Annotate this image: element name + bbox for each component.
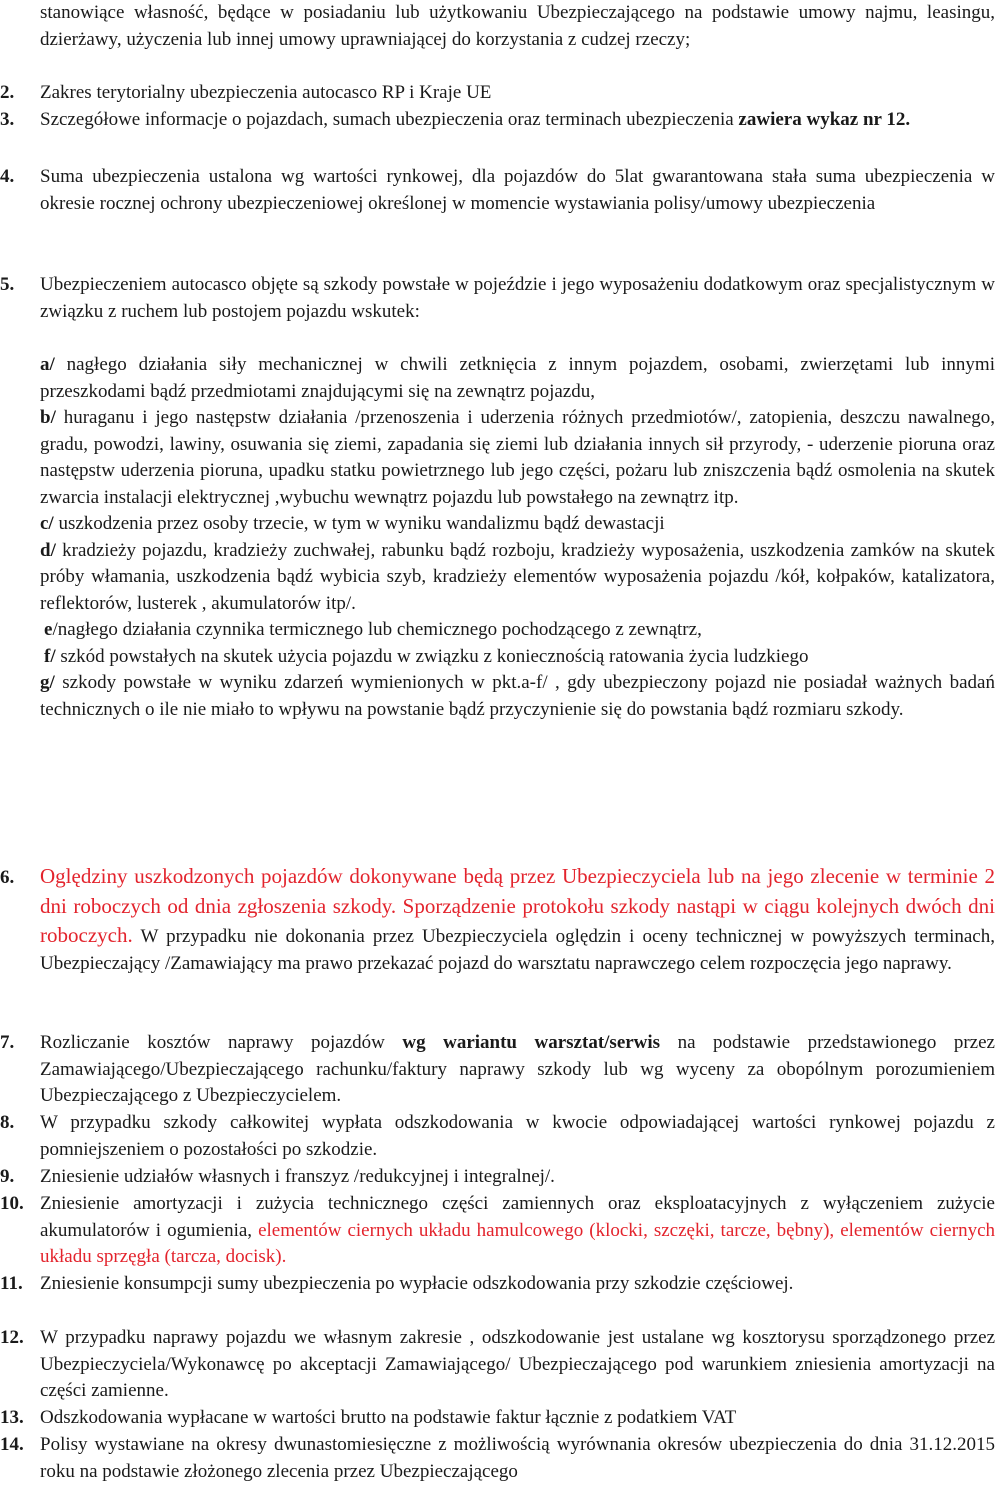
item-7-bold-text: wg wariantu warsztat/serwis — [402, 1032, 661, 1053]
subpoint-d-label: d/ — [40, 539, 56, 561]
item-13-number: 13. — [0, 1407, 24, 1428]
subpoint-d — [40, 538, 995, 618]
item-6-red-text-inspection: Oględziny uszkodzonych pojazdów dokonywane będą przez Ubezpieczyciela lub na jego zlecenie w terminie 2 dni roboczych od dnia zgłoszenia szkody. — [40, 864, 995, 918]
item-5-text: Ubezpieczeniem autocasco objęte są szkody powstałe w pojeździe i jego wyposażeniu dodatkowym oraz specjalistycznym w związku z ruchem lub postojem pojazdu wskutek: — [40, 274, 995, 322]
item-7 — [0, 1030, 995, 1110]
item-9-number: 9. — [0, 1166, 15, 1187]
subpoint-d-text: kradzieży pojazdu, kradzieży zuchwałej, rabunku bądź rozboju, kradzieży wyposażenia, uszkodzenia zamków na skutek próby włamania, uszkodzenia bądź wybicia szyb, kradzieży elementów wyposażenia pojazdu /kół, kołpaków, katalizatora, reflektorów, lusterek , akumulatorów itp/. — [40, 539, 995, 614]
item-14 — [0, 1432, 995, 1485]
item-8-text: W przypadku szkody całkowitej wypłata odszkodowania w kwocie odpowiadającej wartości rynkowej pojazdu z pomniejszeniem o pozostałości po szkodzie. — [40, 1112, 995, 1160]
subpoint-a-text: nagłego działania siły mechanicznej w chwili zetknięcia z innym pojazdem, osobami, zwierzętami lub innymi przeszkodami bądź przedmiotami znajdującymi się na zewnątrz pojazdu, — [40, 354, 995, 402]
subpoint-b-text: huraganu i jego następstw działania /przenoszenia i uderzenia różnych przedmiotów/, zatopienia, deszczu nawalnego, gradu, powodzi, lawiny, osuwania się ziemi, zapadania się ziemi lub działania innych sił przyrody, - uderzenie pioruna oraz następstw uderzenia pioruna, upadku statku powietrznego lub jego części, pożaru lub zniszczenia bądź osmolenia na skutek zwarcia instalacji elektrycznej ,wybuchu wewnątrz pojazdu lub powstałego na zewnątrz itp. — [40, 407, 995, 508]
subpoint-g-label: g/ — [40, 672, 55, 693]
item-6-number: 6. — [0, 867, 15, 888]
subpoint-c-label: c/ — [40, 513, 54, 534]
item-10 — [0, 1191, 995, 1271]
subpoint-c-text: uszkodzenia przez osoby trzecie, w tym w wyniku wandalizmu bądź dewastacji — [53, 513, 665, 534]
item-5 — [0, 272, 995, 325]
subpoint-e-text: /nagłego działania czynnika termicznego lub chemicznego pochodzącego z zewnątrz, — [52, 619, 702, 640]
subpoint-e — [40, 617, 995, 644]
subpoint-g-text: szkody powstałe w wyniku zdarzeń wymienionych w pkt.a-f/ , gdy ubezpieczony pojazd nie posiadał ważnych badań technicznych o ile nie miało to wpływu na powstanie bądź przyczynienie się do powstania bądź rozmiaru szkody. — [40, 672, 995, 720]
item-14-text: Polisy wystawiane na okresy dwunastomiesięczne z możliwością wyrównania okresów ubezpieczenia do dnia 31.12.2015 roku na podstawie złożonego zlecenia przez Ubezpieczającego — [40, 1434, 995, 1482]
item-9 — [0, 1164, 995, 1191]
item-8-number: 8. — [0, 1112, 15, 1133]
item-7-number: 7. — [0, 1032, 15, 1053]
item-6-red-text-protocol: Sporządzenie protokołu szkody nastąpi w ciągu kolejnych dwóch dni roboczych. — [40, 893, 995, 947]
item-11-text: Zniesienie konsumpcji sumy ubezpieczenia po wypłacie odszkodowania przy szkodzie częściowej. — [40, 1273, 794, 1294]
item-4-number: 4. — [0, 166, 15, 187]
intro-text: stanowiące własność, będące w posiadaniu lub użytkowaniu Ubezpieczającego na podstawie umowy najmu, leasingu, dzierżawy, użyczenia lub innej umowy uprawniającej do korzystania z cudzej rzeczy; — [40, 2, 995, 50]
item-4 — [0, 164, 995, 217]
intro-paragraph — [0, 0, 995, 53]
subpoint-a-label: a/ — [40, 354, 55, 375]
item-11-number: 11. — [0, 1273, 23, 1294]
item-12-number: 12. — [0, 1327, 24, 1348]
subpoint-b — [40, 405, 995, 511]
item-8 — [0, 1110, 995, 1163]
subpoint-g — [40, 670, 995, 723]
subpoint-c — [40, 511, 995, 538]
item-3-text: Szczegółowe informacje o pojazdach, sumach ubezpieczenia oraz terminach ubezpieczenia — [40, 109, 734, 130]
item-7-text-start: Rozliczanie kosztów naprawy pojazdów — [40, 1032, 403, 1053]
subpoint-f — [40, 644, 995, 671]
item-12-text: W przypadku naprawy pojazdu we własnym zakresie , odszkodowanie jest ustalane wg kosztorysu sporządzonego przez Ubezpieczyciela/Wykonawcę po akceptacji Zamawiającego/ Ubezpieczającego pod warunkiem zniesienia amortyzacji na części zamienne. — [40, 1327, 995, 1401]
item-12 — [0, 1325, 995, 1405]
item-3 — [0, 107, 995, 134]
item-10-number: 10. — [0, 1193, 24, 1214]
item-6-text: W przypadku nie dokonania przez Ubezpieczyciela oględzin i oceny technicznej w powyższych terminach, Ubezpieczający /Zamawiający ma prawo przekazać pojazd do warsztatu naprawczego celem rozpoczęcia jego naprawy. — [40, 926, 995, 974]
item-14-number: 14. — [0, 1434, 24, 1455]
item-13-text: Odszkodowania wypłacane w wartości brutto na podstawie faktur łącznie z podatkiem VAT — [40, 1407, 737, 1428]
item-13 — [0, 1405, 995, 1432]
item-4-text: Suma ubezpieczenia ustalona wg wartości rynkowej, dla pojazdów do 5lat gwarantowana stała suma ubezpieczenia w okresie rocznej ochrony ubezpieczeniowej określonej w momencie wystawiania polisy/umowy ubezpieczenia — [40, 166, 995, 214]
subpoint-a — [40, 352, 995, 405]
subpoint-b-label: b/ — [40, 407, 56, 428]
item-5-number: 5. — [0, 274, 15, 295]
subpoint-e-label: e — [44, 619, 53, 640]
item-7-text-end: na podstawie przedstawionego przez Zamawiającego/Ubezpieczającego rachunku/faktury naprawy szkody lub wg wyceny za obopólnym porozumieniem Ubezpieczającego z Ubezpieczycielem. — [40, 1032, 995, 1106]
item-10-text: Zniesienie amortyzacji i zużycia technicznego części zamiennych oraz eksploatacyjnych z wyłączeniem zużycie akumulatorów i ogumienia, — [40, 1193, 995, 1241]
item-3-bold-text: zawiera wykaz nr 12. — [738, 109, 911, 130]
item-3-number: 3. — [0, 109, 15, 130]
item-11 — [0, 1271, 995, 1298]
item-9-text: Zniesienie udziałów własnych i franszyz /redukcyjnej i integralnej/. — [40, 1166, 555, 1187]
item-10-red-text: elementów ciernych układu hamulcowego (klocki, szczęki, tarcze, bębny), elementów ciernych układu sprzęgła (tarcza, docisk). — [40, 1219, 995, 1267]
item-5-subpoints — [0, 352, 995, 723]
subpoint-f-text: szkód powstałych na skutek użycia pojazdu w związku z koniecznością ratowania życia ludzkiego — [55, 645, 809, 667]
item-6 — [0, 862, 995, 977]
subpoint-f-label: f/ — [44, 645, 56, 667]
item-2-text: Zakres terytorialny ubezpieczenia autocasco RP i Kraje UE — [40, 82, 492, 103]
item-2-number: 2. — [0, 82, 15, 103]
item-2 — [0, 80, 995, 107]
